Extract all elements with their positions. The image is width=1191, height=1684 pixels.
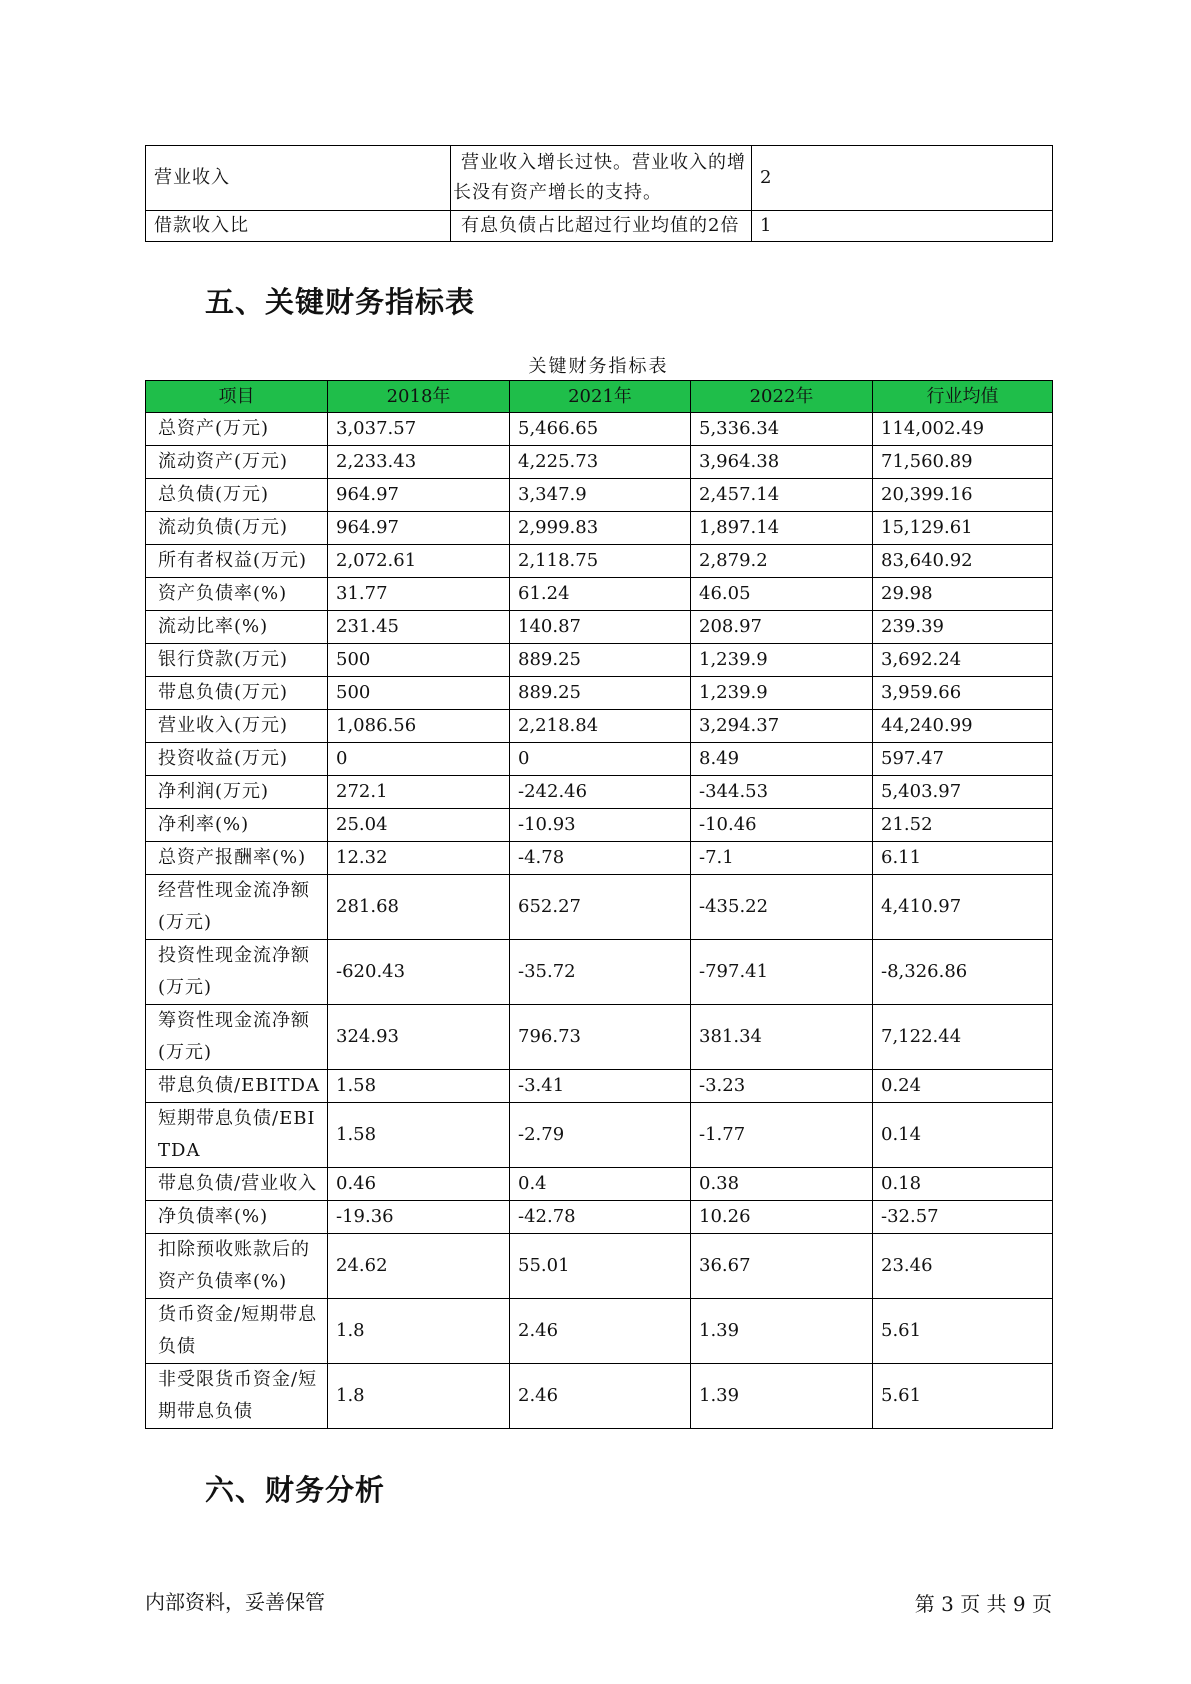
value-cell: -2.79 xyxy=(510,1103,691,1168)
value-cell: 0.18 xyxy=(873,1168,1053,1201)
table-row xyxy=(146,743,1053,776)
table-row xyxy=(146,776,1053,809)
value-cell: 0.14 xyxy=(873,1103,1053,1168)
key-table-body xyxy=(146,413,1053,1429)
row-label: 所有者权益(万元) xyxy=(146,545,328,578)
row-label: 投资收益(万元) xyxy=(146,743,328,776)
value-cell: -435.22 xyxy=(691,875,873,940)
value-cell: 5,466.65 xyxy=(510,413,691,446)
value-cell: 1.39 xyxy=(691,1364,873,1429)
row-label: 总资产报酬率(%) xyxy=(146,842,328,875)
value-cell: 381.34 xyxy=(691,1005,873,1070)
row-label: 货币资金/短期带息负债 xyxy=(146,1299,328,1364)
value-cell: -19.36 xyxy=(328,1201,510,1234)
column-header: 项目 xyxy=(146,381,328,413)
risk-table-body xyxy=(146,146,1053,242)
value-cell: 7,122.44 xyxy=(873,1005,1053,1070)
value-cell: 1.58 xyxy=(328,1103,510,1168)
value-cell: -10.93 xyxy=(510,809,691,842)
row-label: 扣除预收账款后的资产负债率(%) xyxy=(146,1234,328,1299)
value-cell: 0 xyxy=(328,743,510,776)
value-cell: 15,129.61 xyxy=(873,512,1053,545)
value-cell: 272.1 xyxy=(328,776,510,809)
table-row xyxy=(146,413,1053,446)
table-row xyxy=(146,1168,1053,1201)
row-label: 流动负债(万元) xyxy=(146,512,328,545)
table-row xyxy=(146,545,1053,578)
table-row xyxy=(146,1234,1053,1299)
value-cell: 1.8 xyxy=(328,1364,510,1429)
footer-page-number: 第 3 页 共 9 页 xyxy=(914,1592,1052,1616)
value-cell: 23.46 xyxy=(873,1234,1053,1299)
value-cell: 208.97 xyxy=(691,611,873,644)
table-row xyxy=(146,1070,1053,1103)
table-caption: 关键财务指标表 xyxy=(528,356,669,377)
row-label: 投资性现金流净额(万元) xyxy=(146,940,328,1005)
table-row xyxy=(146,1364,1053,1429)
value-cell: -42.78 xyxy=(510,1201,691,1234)
value-cell: 2,072.61 xyxy=(328,545,510,578)
value-cell: -35.72 xyxy=(510,940,691,1005)
value-cell: 0.38 xyxy=(691,1168,873,1201)
value-cell: 2,218.84 xyxy=(510,710,691,743)
risk-cell-score: 1 xyxy=(752,211,1053,242)
value-cell: 281.68 xyxy=(328,875,510,940)
value-cell: -4.78 xyxy=(510,842,691,875)
value-cell: 2,118.75 xyxy=(510,545,691,578)
value-cell: 0.46 xyxy=(328,1168,510,1201)
row-label: 净利润(万元) xyxy=(146,776,328,809)
row-label: 银行贷款(万元) xyxy=(146,644,328,677)
value-cell: 20,399.16 xyxy=(873,479,1053,512)
value-cell: -3.41 xyxy=(510,1070,691,1103)
table-row xyxy=(146,1201,1053,1234)
risk-cell-score: 2 xyxy=(752,146,1053,211)
risk-cell-desc: 有息负债占比超过行业均值的2倍 xyxy=(451,211,752,242)
value-cell: 71,560.89 xyxy=(873,446,1053,479)
section-heading-key-indicators: 五、关键财务指标表 xyxy=(205,285,476,319)
value-cell: 0 xyxy=(510,743,691,776)
value-cell: 8.49 xyxy=(691,743,873,776)
table-row xyxy=(146,842,1053,875)
value-cell: 239.39 xyxy=(873,611,1053,644)
value-cell: 1,897.14 xyxy=(691,512,873,545)
row-label: 带息负债(万元) xyxy=(146,677,328,710)
row-label: 总负债(万元) xyxy=(146,479,328,512)
value-cell: 21.52 xyxy=(873,809,1053,842)
section-heading-financial-analysis: 六、财务分析 xyxy=(205,1473,386,1507)
risk-cell-item: 营业收入 xyxy=(146,146,451,211)
value-cell: 36.67 xyxy=(691,1234,873,1299)
value-cell: 5,403.97 xyxy=(873,776,1053,809)
risk-cell-item: 借款收入比 xyxy=(146,211,451,242)
value-cell: 1,086.56 xyxy=(328,710,510,743)
value-cell: 140.87 xyxy=(510,611,691,644)
value-cell: -8,326.86 xyxy=(873,940,1053,1005)
value-cell: 12.32 xyxy=(328,842,510,875)
value-cell: 231.45 xyxy=(328,611,510,644)
value-cell: 114,002.49 xyxy=(873,413,1053,446)
value-cell: -10.46 xyxy=(691,809,873,842)
value-cell: 5.61 xyxy=(873,1364,1053,1429)
value-cell: 61.24 xyxy=(510,578,691,611)
value-cell: -797.41 xyxy=(691,940,873,1005)
value-cell: 597.47 xyxy=(873,743,1053,776)
value-cell: 889.25 xyxy=(510,677,691,710)
row-label: 非受限货币资金/短期带息负债 xyxy=(146,1364,328,1429)
value-cell: 796.73 xyxy=(510,1005,691,1070)
value-cell: 5.61 xyxy=(873,1299,1053,1364)
risk-table xyxy=(145,145,1053,242)
row-label: 流动资产(万元) xyxy=(146,446,328,479)
value-cell: 2,879.2 xyxy=(691,545,873,578)
value-cell: 2.46 xyxy=(510,1364,691,1429)
value-cell: 0.24 xyxy=(873,1070,1053,1103)
value-cell: 83,640.92 xyxy=(873,545,1053,578)
value-cell: 55.01 xyxy=(510,1234,691,1299)
value-cell: 1.8 xyxy=(328,1299,510,1364)
row-label: 经营性现金流净额(万元) xyxy=(146,875,328,940)
value-cell: 1.39 xyxy=(691,1299,873,1364)
row-label: 资产负债率(%) xyxy=(146,578,328,611)
row-label: 带息负债/营业收入 xyxy=(146,1168,328,1201)
value-cell: 2,457.14 xyxy=(691,479,873,512)
value-cell: 500 xyxy=(328,644,510,677)
value-cell: 889.25 xyxy=(510,644,691,677)
table-row xyxy=(146,677,1053,710)
value-cell: 964.97 xyxy=(328,479,510,512)
value-cell: -242.46 xyxy=(510,776,691,809)
value-cell: 46.05 xyxy=(691,578,873,611)
value-cell: 25.04 xyxy=(328,809,510,842)
value-cell: 3,294.37 xyxy=(691,710,873,743)
value-cell: 24.62 xyxy=(328,1234,510,1299)
risk-row xyxy=(146,146,1053,211)
value-cell: 3,347.9 xyxy=(510,479,691,512)
column-header: 2022年 xyxy=(691,381,873,413)
row-label: 带息负债/EBITDA xyxy=(146,1070,328,1103)
value-cell: 3,037.57 xyxy=(328,413,510,446)
row-label: 总资产(万元) xyxy=(146,413,328,446)
value-cell: -344.53 xyxy=(691,776,873,809)
value-cell: 964.97 xyxy=(328,512,510,545)
value-cell: 6.11 xyxy=(873,842,1053,875)
value-cell: -620.43 xyxy=(328,940,510,1005)
value-cell: 3,959.66 xyxy=(873,677,1053,710)
column-header: 2021年 xyxy=(510,381,691,413)
value-cell: -32.57 xyxy=(873,1201,1053,1234)
value-cell: 2,999.83 xyxy=(510,512,691,545)
row-label: 筹资性现金流净额(万元) xyxy=(146,1005,328,1070)
table-row xyxy=(146,940,1053,1005)
row-label: 净负债率(%) xyxy=(146,1201,328,1234)
row-label: 短期带息负债/EBITDA xyxy=(146,1103,328,1168)
value-cell: 3,964.38 xyxy=(691,446,873,479)
table-row xyxy=(146,644,1053,677)
value-cell: 3,692.24 xyxy=(873,644,1053,677)
risk-row xyxy=(146,211,1053,242)
key-financial-table xyxy=(145,380,1053,1429)
table-row xyxy=(146,578,1053,611)
value-cell: 4,410.97 xyxy=(873,875,1053,940)
table-row xyxy=(146,809,1053,842)
value-cell: -3.23 xyxy=(691,1070,873,1103)
value-cell: 5,336.34 xyxy=(691,413,873,446)
value-cell: 10.26 xyxy=(691,1201,873,1234)
row-label: 流动比率(%) xyxy=(146,611,328,644)
value-cell: 0.4 xyxy=(510,1168,691,1201)
value-cell: 4,225.73 xyxy=(510,446,691,479)
table-row xyxy=(146,1005,1053,1070)
risk-cell-desc: 营业收入增长过快。营业收入的增长没有资产增长的支持。 xyxy=(451,146,752,211)
table-row xyxy=(146,479,1053,512)
footer-confidential-note: 内部资料，妥善保管 xyxy=(145,1590,325,1614)
value-cell: -1.77 xyxy=(691,1103,873,1168)
table-row xyxy=(146,875,1053,940)
value-cell: 29.98 xyxy=(873,578,1053,611)
value-cell: 1,239.9 xyxy=(691,644,873,677)
value-cell: 1.58 xyxy=(328,1070,510,1103)
value-cell: -7.1 xyxy=(691,842,873,875)
row-label: 营业收入(万元) xyxy=(146,710,328,743)
row-label: 净利率(%) xyxy=(146,809,328,842)
value-cell: 500 xyxy=(328,677,510,710)
value-cell: 2,233.43 xyxy=(328,446,510,479)
table-row xyxy=(146,1103,1053,1168)
table-row xyxy=(146,611,1053,644)
table-row xyxy=(146,446,1053,479)
table-row xyxy=(146,512,1053,545)
value-cell: 44,240.99 xyxy=(873,710,1053,743)
table-header-row xyxy=(146,381,1053,413)
table-row xyxy=(146,710,1053,743)
value-cell: 324.93 xyxy=(328,1005,510,1070)
value-cell: 652.27 xyxy=(510,875,691,940)
column-header: 2018年 xyxy=(328,381,510,413)
table-row xyxy=(146,1299,1053,1364)
value-cell: 1,239.9 xyxy=(691,677,873,710)
value-cell: 31.77 xyxy=(328,578,510,611)
column-header: 行业均值 xyxy=(873,381,1053,413)
value-cell: 2.46 xyxy=(510,1299,691,1364)
